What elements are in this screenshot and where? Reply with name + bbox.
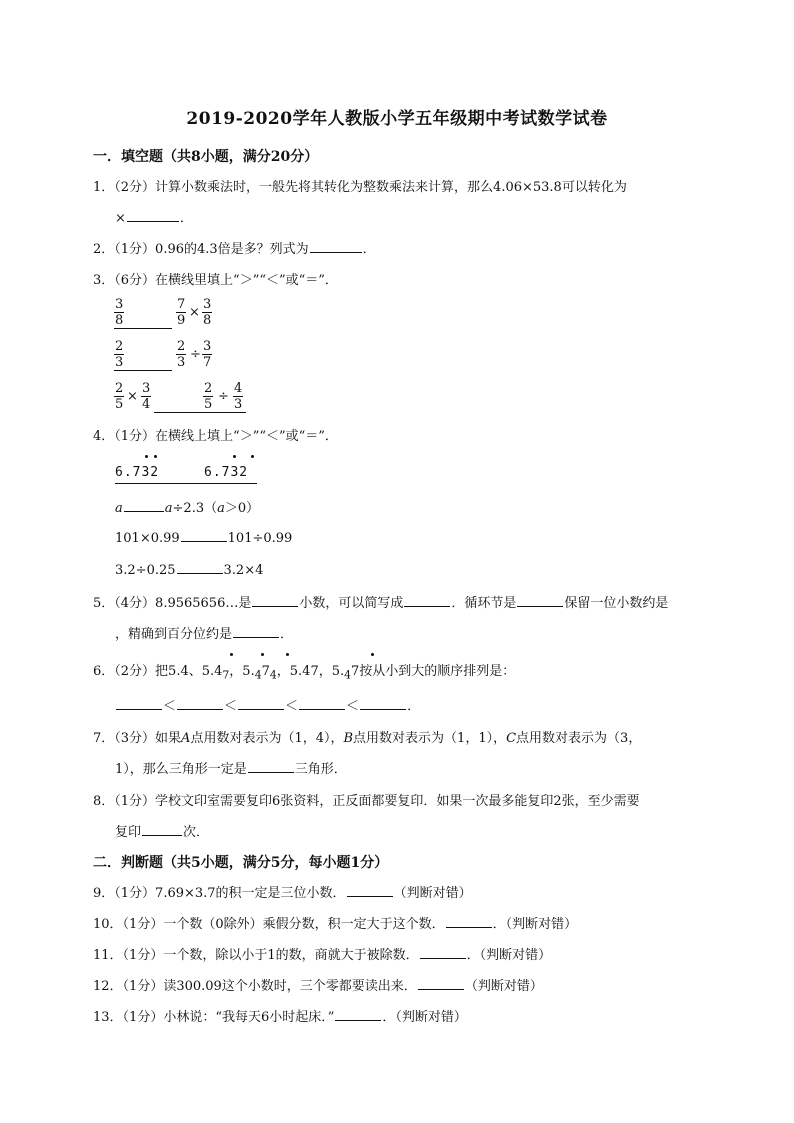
q7-text-2: 点用数对表示为（1，4），	[190, 731, 344, 746]
q7-text-1: 7．（3分）如果	[93, 731, 182, 746]
question-8-cont	[115, 821, 209, 840]
question-13	[93, 1006, 467, 1025]
var-a: a	[115, 501, 123, 516]
q4-r4-right: 3.2×4	[223, 563, 264, 578]
q9-end: （判断对错）	[393, 886, 472, 901]
fraction: $\frac{2}{3}$	[177, 339, 186, 370]
section-heading-judgement: 二．判断题（共5小题，满分5分，每小题1分）	[93, 855, 389, 871]
answer-blank[interactable]	[177, 561, 223, 574]
q7-cont-text: 1），那么三角形一定是	[115, 762, 247, 777]
less-than: ＜	[224, 699, 238, 714]
repeating-dot	[371, 653, 374, 656]
var-a: a	[164, 501, 173, 516]
q13-text: 13．（1分）小林说：“我每天6小时起床．”	[93, 1010, 335, 1025]
question-11	[93, 944, 551, 963]
less-than: ＜	[163, 699, 177, 714]
fraction: $\frac{2}{3}$	[115, 339, 124, 370]
answer-blank[interactable]	[310, 240, 362, 253]
q4-r2-end: ＞0）	[224, 501, 260, 516]
answer-blank[interactable]	[181, 529, 227, 542]
q9-text: 9．（1分）7.69×3.7的积一定是三位小数．	[93, 886, 346, 901]
answer-blank[interactable]	[418, 977, 464, 990]
fraction: $\frac{2}{5}$	[115, 381, 124, 412]
q5-text-1: 5．（4分）8.9565656…是	[93, 596, 252, 611]
answer-blank[interactable]	[299, 697, 345, 710]
less-than: ＜	[285, 699, 299, 714]
answer-blank[interactable]	[347, 884, 393, 897]
question-5	[93, 592, 668, 611]
answer-blank[interactable]	[517, 594, 563, 607]
q6-text-2: ，5.	[229, 664, 255, 679]
question-1: 1．（2分）计算小数乘法时，一般先将其转化为整数乘法来计算，那么4.06×53.8可以转化为	[93, 180, 627, 195]
answer-blank[interactable]	[335, 1008, 381, 1021]
point-b: B	[343, 731, 354, 746]
q11-end: ．（判断对错）	[466, 948, 552, 963]
repeating-dot	[286, 653, 289, 656]
question-2	[93, 238, 376, 257]
answer-blank[interactable]	[420, 946, 466, 959]
question-10	[93, 913, 577, 932]
q5-text-2: 小数，可以简写成	[299, 596, 404, 611]
q2-end: ．	[362, 242, 376, 257]
q11-text: 11．（1分）一个数，除以小于1的数，商就大于被除数．	[93, 948, 419, 963]
q6-sub-1: 7	[222, 668, 230, 682]
answer-blank[interactable]	[252, 594, 298, 607]
answer-blank[interactable]	[115, 482, 257, 484]
q4-row-2	[115, 497, 259, 516]
repeating-dot	[261, 653, 264, 656]
answer-blank[interactable]	[124, 499, 164, 512]
fraction: $\frac{3}{8}$	[115, 297, 124, 328]
q4-row-4	[115, 561, 263, 578]
question-9	[93, 882, 472, 901]
operator: ÷	[218, 389, 229, 404]
question-7-cont	[115, 758, 347, 777]
answer-blank[interactable]	[116, 697, 162, 710]
q4-r3-left: 101×0.99	[115, 531, 180, 546]
answer-blank[interactable]	[238, 697, 284, 710]
q12-text: 12．（1分）读300.09这个小数时，三个零都要读出来．	[93, 979, 417, 994]
operator: ×	[189, 305, 200, 320]
page-title: 2019-2020学年人教版小学五年级期中考试数学试卷	[186, 109, 608, 129]
answer-blank[interactable]	[177, 697, 223, 710]
fraction: $\frac{3}{8}$	[203, 297, 212, 328]
repeating-dot	[233, 455, 236, 458]
q6-end: ．	[407, 699, 421, 714]
q6-text-4: ，5.47，5.	[276, 664, 345, 679]
answer-blank[interactable]	[233, 625, 279, 638]
question-8: 8．（1分）学校文印室需要复印6张资料，正反面都要复印．如果一次最多能复印2张，至少需要	[93, 794, 640, 809]
q6-sub-4: 4	[344, 668, 352, 682]
section-heading-fill-in: 一．填空题（共8小题，满分20分）	[93, 149, 319, 165]
question-5-cont	[115, 623, 293, 642]
q6-sub-2: 4	[254, 668, 262, 682]
answer-blank[interactable]	[248, 760, 294, 773]
q4-row-3	[115, 529, 292, 546]
q6-text-1: 6．（2分）把5.4、5.4	[93, 664, 223, 679]
q12-end: （判断对错）	[464, 979, 543, 994]
q10-text: 10．（1分）一个数（0除外）乘假分数，积一定大于这个数．	[93, 917, 445, 932]
fraction: $\frac{4}{3}$	[234, 381, 243, 412]
question-12	[93, 975, 543, 994]
answer-blank[interactable]	[114, 327, 172, 329]
operator: ÷	[190, 347, 201, 362]
question-4: 4．（1分）在横线上填上“＞”“＜”或“＝”．	[93, 429, 338, 444]
fraction: $\frac{3}{7}$	[203, 339, 212, 370]
question-6	[93, 660, 515, 682]
answer-blank[interactable]	[404, 594, 450, 607]
question-3: 3．（6分）在横线里填上“＞”“＜”或“＝”．	[93, 273, 338, 288]
less-than: ＜	[346, 699, 360, 714]
q7-text-4: 点用数对表示为（3，	[516, 731, 642, 746]
repeating-dot	[145, 455, 148, 458]
q8-end: 次．	[183, 825, 210, 840]
q2-text: 2．（1分）0.96的4.3倍是多？列式为	[93, 242, 309, 257]
answer-blank[interactable]	[114, 369, 172, 371]
fraction: $\frac{2}{5}$	[204, 381, 213, 412]
answer-blank[interactable]	[127, 209, 179, 222]
question-6-cont	[115, 695, 420, 714]
q7-text-3: 点用数对表示为（1，1），	[353, 731, 507, 746]
q6-text-5: 7按从小到大的顺序排列是：	[351, 664, 516, 679]
answer-blank[interactable]	[360, 697, 406, 710]
answer-blank[interactable]	[142, 823, 182, 836]
q4-r1-left: 6.732	[115, 465, 160, 480]
answer-blank[interactable]	[446, 915, 492, 928]
q4-r2-rest: ÷2.3（	[172, 501, 218, 516]
q5-cont-text: ，精确到百分位约是	[115, 627, 233, 642]
q4-r1-right: 6.732	[204, 465, 249, 480]
fraction: $\frac{3}{4}$	[142, 381, 151, 412]
repeating-dot	[230, 653, 233, 656]
q5-end: ．	[280, 627, 294, 642]
operator: ×	[127, 389, 138, 404]
q5-text-4: 保留一位小数约是	[564, 596, 669, 611]
question-7	[93, 727, 641, 746]
fraction: $\frac{7}{9}$	[177, 297, 186, 328]
var-a: a	[217, 501, 225, 516]
q7-end: 三角形．	[294, 762, 347, 777]
q6-sub-3: 4	[269, 668, 277, 682]
q1-end: ．	[179, 211, 193, 226]
question-1-cont	[115, 207, 193, 226]
q10-end: ．（判断对错）	[492, 917, 578, 932]
point-a: A	[181, 731, 191, 746]
point-c: C	[506, 731, 517, 746]
repeating-dot	[251, 455, 254, 458]
q8-cont-text: 复印	[115, 825, 142, 840]
repeating-dot	[154, 455, 157, 458]
q13-end: ．（判断对错）	[382, 1010, 467, 1025]
q4-r4-left: 3.2÷0.25	[115, 563, 176, 578]
q5-text-3: ．循环节是	[451, 596, 517, 611]
q6-text-3: 7	[261, 664, 270, 679]
q1-times: ×	[115, 211, 126, 226]
q4-r3-right: 101÷0.99	[227, 531, 293, 546]
